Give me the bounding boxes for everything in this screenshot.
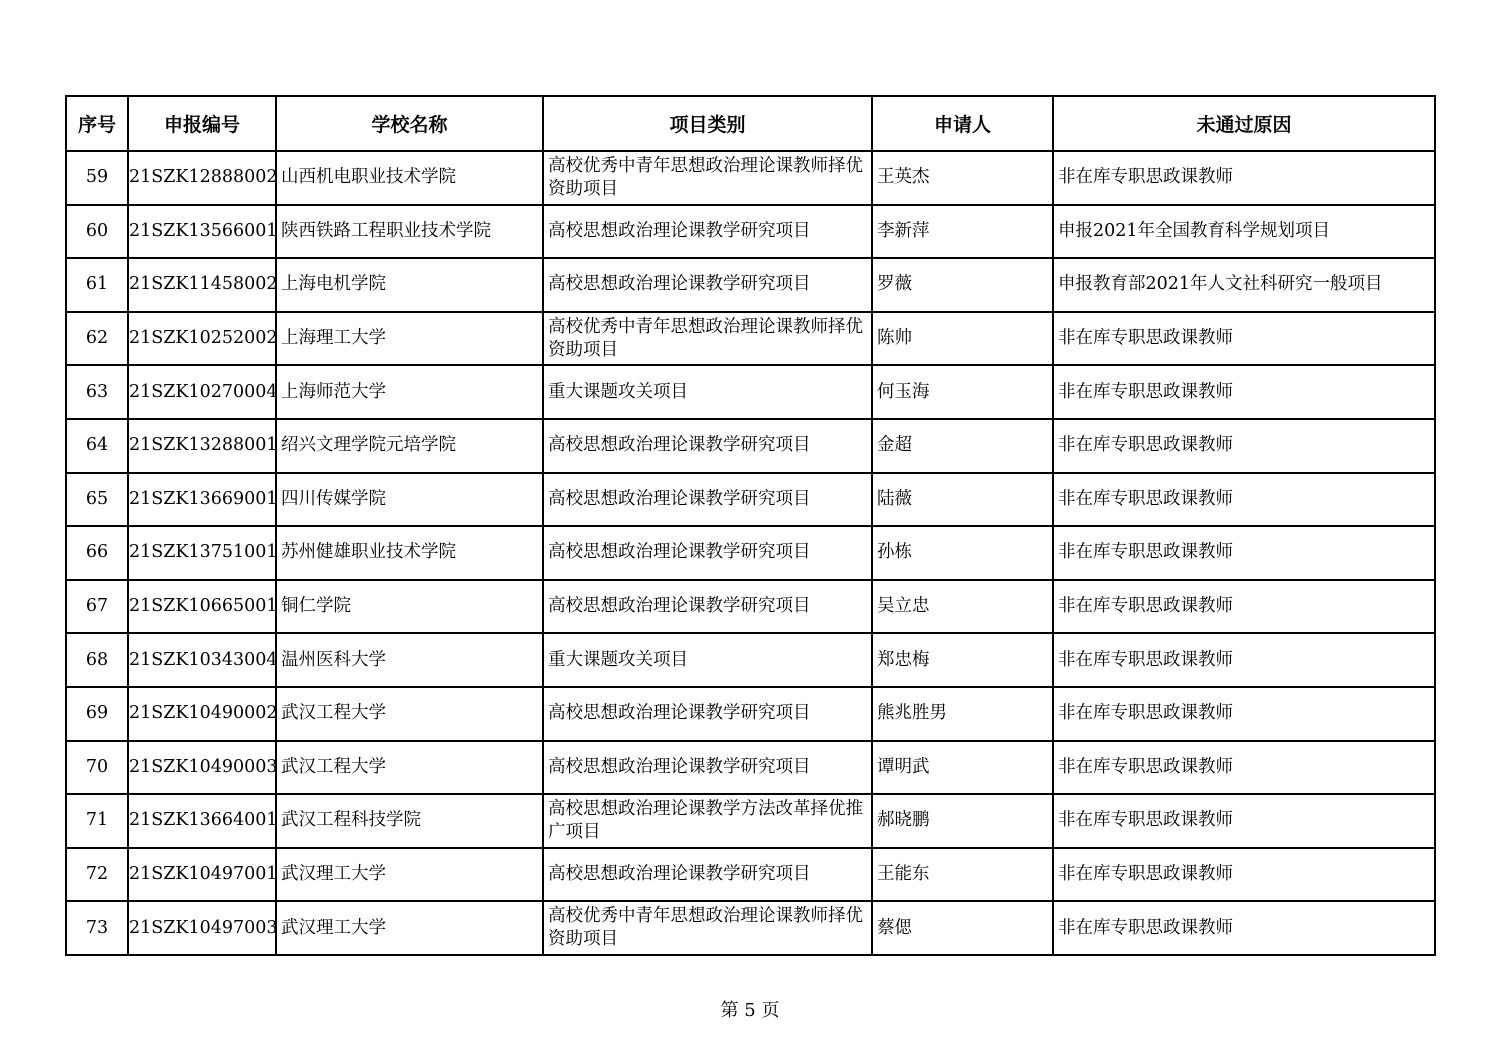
cell-applicant: 郑忠梅 bbox=[872, 633, 1053, 687]
cell-school: 铜仁学院 bbox=[276, 580, 543, 634]
table-row bbox=[66, 741, 1435, 795]
cell-category: 高校思想政治理论课教学研究项目 bbox=[543, 580, 872, 634]
cell-no: 61 bbox=[66, 258, 128, 312]
cell-applicant: 郝晓鹏 bbox=[872, 794, 1053, 848]
cell-applicant: 何玉海 bbox=[872, 365, 1053, 419]
cell-applicant: 李新萍 bbox=[872, 205, 1053, 259]
cell-category: 重大课题攻关项目 bbox=[543, 633, 872, 687]
cell-category: 高校思想政治理论课教学研究项目 bbox=[543, 687, 872, 741]
cell-reason: 非在库专职思政课教师 bbox=[1053, 580, 1435, 634]
table-row bbox=[66, 151, 1435, 205]
cell-code: 21SZK10490003 bbox=[128, 741, 276, 795]
header-reason: 未通过原因 bbox=[1053, 96, 1435, 151]
cell-reason: 申报教育部2021年人文社科研究一般项目 bbox=[1053, 258, 1435, 312]
cell-reason: 非在库专职思政课教师 bbox=[1053, 794, 1435, 848]
cell-no: 68 bbox=[66, 633, 128, 687]
cell-category: 高校思想政治理论课教学研究项目 bbox=[543, 526, 872, 580]
cell-reason: 非在库专职思政课教师 bbox=[1053, 365, 1435, 419]
cell-code: 21SZK10270004 bbox=[128, 365, 276, 419]
cell-code: 21SZK10497003 bbox=[128, 901, 276, 955]
table-row bbox=[66, 526, 1435, 580]
table-row bbox=[66, 205, 1435, 259]
cell-applicant: 金超 bbox=[872, 419, 1053, 473]
cell-no: 66 bbox=[66, 526, 128, 580]
cell-category: 高校思想政治理论课教学研究项目 bbox=[543, 473, 872, 527]
cell-reason: 申报2021年全国教育科学规划项目 bbox=[1053, 205, 1435, 259]
cell-category: 高校思想政治理论课教学研究项目 bbox=[543, 205, 872, 259]
cell-reason: 非在库专职思政课教师 bbox=[1053, 151, 1435, 205]
cell-school: 山西机电职业技术学院 bbox=[276, 151, 543, 205]
cell-reason: 非在库专职思政课教师 bbox=[1053, 741, 1435, 795]
cell-no: 59 bbox=[66, 151, 128, 205]
cell-applicant: 陆薇 bbox=[872, 473, 1053, 527]
cell-code: 21SZK10497001 bbox=[128, 848, 276, 902]
cell-school: 绍兴文理学院元培学院 bbox=[276, 419, 543, 473]
header-code: 申报编号 bbox=[128, 96, 276, 151]
cell-applicant: 陈帅 bbox=[872, 312, 1053, 366]
header-category: 项目类别 bbox=[543, 96, 872, 151]
header-applicant: 申请人 bbox=[872, 96, 1053, 151]
cell-no: 73 bbox=[66, 901, 128, 955]
cell-applicant: 蔡偲 bbox=[872, 901, 1053, 955]
cell-reason: 非在库专职思政课教师 bbox=[1053, 633, 1435, 687]
table-row bbox=[66, 365, 1435, 419]
cell-category: 高校思想政治理论课教学研究项目 bbox=[543, 258, 872, 312]
table-row bbox=[66, 312, 1435, 366]
cell-code: 21SZK10252002 bbox=[128, 312, 276, 366]
header-no: 序号 bbox=[66, 96, 128, 151]
cell-school: 武汉理工大学 bbox=[276, 901, 543, 955]
table-row bbox=[66, 794, 1435, 848]
cell-school: 武汉理工大学 bbox=[276, 848, 543, 902]
cell-category: 高校思想政治理论课教学方法改革择优推广项目 bbox=[543, 794, 872, 848]
cell-no: 70 bbox=[66, 741, 128, 795]
cell-school: 武汉工程大学 bbox=[276, 741, 543, 795]
table-row bbox=[66, 419, 1435, 473]
cell-school: 陕西铁路工程职业技术学院 bbox=[276, 205, 543, 259]
cell-category: 重大课题攻关项目 bbox=[543, 365, 872, 419]
cell-applicant: 谭明武 bbox=[872, 741, 1053, 795]
cell-school: 武汉工程科技学院 bbox=[276, 794, 543, 848]
cell-applicant: 王能东 bbox=[872, 848, 1053, 902]
cell-school: 温州医科大学 bbox=[276, 633, 543, 687]
table-row bbox=[66, 580, 1435, 634]
table-row bbox=[66, 848, 1435, 902]
cell-applicant: 熊兆胜男 bbox=[872, 687, 1053, 741]
cell-no: 60 bbox=[66, 205, 128, 259]
table-body bbox=[66, 151, 1435, 955]
cell-reason: 非在库专职思政课教师 bbox=[1053, 419, 1435, 473]
cell-school: 上海电机学院 bbox=[276, 258, 543, 312]
cell-school: 上海师范大学 bbox=[276, 365, 543, 419]
cell-no: 69 bbox=[66, 687, 128, 741]
cell-school: 四川传媒学院 bbox=[276, 473, 543, 527]
cell-no: 63 bbox=[66, 365, 128, 419]
cell-category: 高校优秀中青年思想政治理论课教师择优资助项目 bbox=[543, 151, 872, 205]
cell-no: 62 bbox=[66, 312, 128, 366]
table-row bbox=[66, 901, 1435, 955]
cell-code: 21SZK10490002 bbox=[128, 687, 276, 741]
cell-school: 武汉工程大学 bbox=[276, 687, 543, 741]
cell-applicant: 孙栋 bbox=[872, 526, 1053, 580]
cell-applicant: 罗薇 bbox=[872, 258, 1053, 312]
table-row bbox=[66, 258, 1435, 312]
cell-reason: 非在库专职思政课教师 bbox=[1053, 312, 1435, 366]
cell-code: 21SZK13566001 bbox=[128, 205, 276, 259]
cell-no: 72 bbox=[66, 848, 128, 902]
table-row bbox=[66, 473, 1435, 527]
cell-reason: 非在库专职思政课教师 bbox=[1053, 848, 1435, 902]
cell-no: 71 bbox=[66, 794, 128, 848]
cell-no: 65 bbox=[66, 473, 128, 527]
cell-reason: 非在库专职思政课教师 bbox=[1053, 473, 1435, 527]
cell-applicant: 王英杰 bbox=[872, 151, 1053, 205]
cell-category: 高校思想政治理论课教学研究项目 bbox=[543, 419, 872, 473]
table-row bbox=[66, 687, 1435, 741]
cell-category: 高校优秀中青年思想政治理论课教师择优资助项目 bbox=[543, 312, 872, 366]
cell-reason: 非在库专职思政课教师 bbox=[1053, 687, 1435, 741]
cell-category: 高校思想政治理论课教学研究项目 bbox=[543, 741, 872, 795]
cell-school: 苏州健雄职业技术学院 bbox=[276, 526, 543, 580]
cell-code: 21SZK10665001 bbox=[128, 580, 276, 634]
cell-code: 21SZK12888002 bbox=[128, 151, 276, 205]
cell-code: 21SZK13664001 bbox=[128, 794, 276, 848]
cell-school: 上海理工大学 bbox=[276, 312, 543, 366]
cell-code: 21SZK10343004 bbox=[128, 633, 276, 687]
page-number: 第 5 页 bbox=[720, 1000, 780, 1021]
cell-category: 高校优秀中青年思想政治理论课教师择优资助项目 bbox=[543, 901, 872, 955]
cell-reason: 非在库专职思政课教师 bbox=[1053, 526, 1435, 580]
cell-code: 21SZK11458002 bbox=[128, 258, 276, 312]
table-header-row bbox=[66, 96, 1435, 151]
cell-code: 21SZK13669001 bbox=[128, 473, 276, 527]
cell-reason: 非在库专职思政课教师 bbox=[1053, 901, 1435, 955]
cell-code: 21SZK13288001 bbox=[128, 419, 276, 473]
cell-applicant: 吴立忠 bbox=[872, 580, 1053, 634]
header-school: 学校名称 bbox=[276, 96, 543, 151]
cell-no: 67 bbox=[66, 580, 128, 634]
cell-code: 21SZK13751001 bbox=[128, 526, 276, 580]
cell-no: 64 bbox=[66, 419, 128, 473]
cell-category: 高校思想政治理论课教学研究项目 bbox=[543, 848, 872, 902]
table-row bbox=[66, 633, 1435, 687]
data-table bbox=[65, 95, 1436, 956]
